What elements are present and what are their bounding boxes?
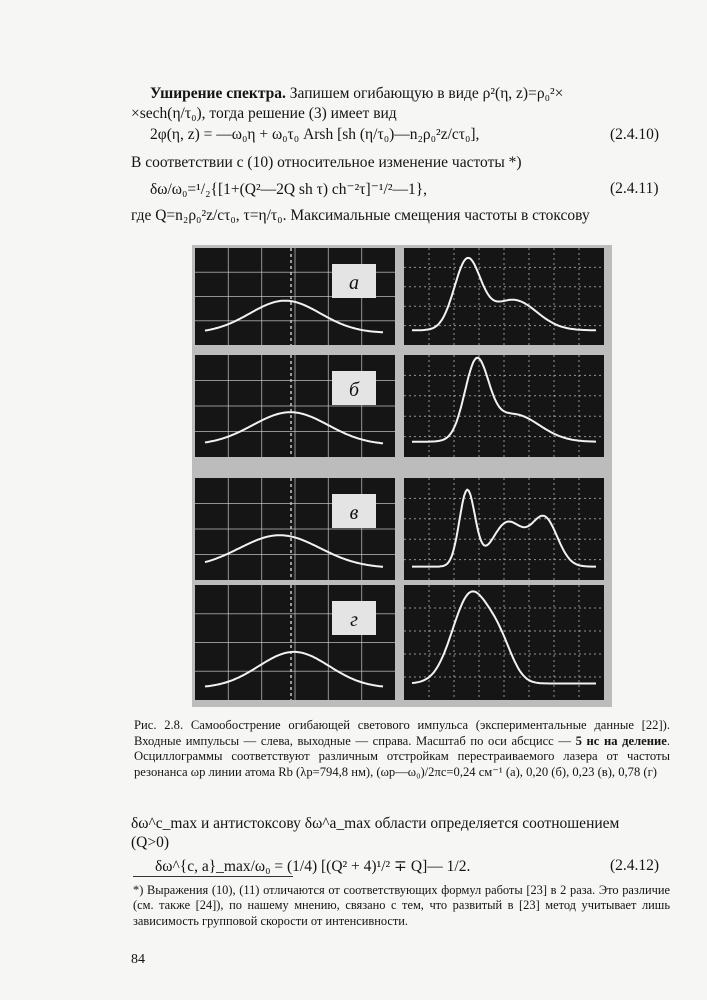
equation-number-2-4-11: (2.4.11) <box>610 180 659 197</box>
equation-2-4-10: 2φ(η, z) = —ω₀η + ω₀τ₀ Arsh [sh (η/τ₀)—n₂ρ₀²z/cτ₀], <box>150 126 480 143</box>
panel-label: а <box>349 272 359 294</box>
equation-2-4-12: δω^{c, a}_max/ω₀ = (1/4) [(Q² + 4)¹/² ∓ Q]— 1/2. <box>155 858 471 875</box>
caption-scale: 5 нс на деление <box>575 733 667 748</box>
para1-line2: ×sech(η/τ₀), тогда решение (3) имеет вид <box>131 105 397 122</box>
para1-line1 <box>150 84 563 104</box>
panel-label: г <box>350 609 358 631</box>
panel-label: в <box>349 502 359 524</box>
equation-2-4-11: δω/ω₀=¹/₂{[1+(Q²—2Q sh τ) ch⁻²τ]⁻¹/²—1}, <box>150 181 428 198</box>
caption-text-b: . Осциллограммы соответствуют различным отстройкам перестраиваемого лазера от частоты резонанса ωр линии атома Rb (λр=794,8 нм), (ωр—ω₀)/2πc=0,24 см⁻¹ (а), 0,20 (б), 0,23 (в), 0,78 (г) <box>134 733 670 779</box>
equation-number-2-4-10: (2.4.10) <box>610 126 660 143</box>
page-number: 84 <box>131 952 145 967</box>
caption-text-a: Самообострение огибающей светового импульса (экспериментальные данные [22]). Входные импульсы — слева, выходные — справа. Масштаб по оси абсцисс — <box>134 718 670 748</box>
para3: где Q=n₂ρ₀²z/cτ₀, τ=η/τ₀. Максимальные смещения частоты в стоксову <box>131 207 590 224</box>
panel-label: б <box>348 379 360 401</box>
equation-number-2-4-12: (2.4.12) <box>610 857 660 874</box>
section-title: Уширение спектра. <box>150 85 286 102</box>
caption-prefix: Рис. 2.8. <box>134 718 184 732</box>
footnote-rule <box>133 876 293 877</box>
para4-line1: δω^c_max и антистоксову δω^a_max области определяется соотношением <box>131 815 620 832</box>
para2: В соответствии с (10) относительное изменение частоты *) <box>131 154 522 171</box>
para4-line2: (Q>0) <box>131 834 170 851</box>
oscillogram-svg <box>192 245 612 707</box>
figure-caption <box>134 718 670 780</box>
para1-line1-text: Запишем огибающую в виде ρ²(η, z)=ρ₀²× <box>289 85 564 102</box>
oscillogram-figure <box>192 245 612 712</box>
output-oscillogram-screen <box>404 248 604 345</box>
footnote: *) Выражения (10), (11) отличаются от соответствующих формул работы [23] в 2 раза. Это различие (см. также [24]), по нашему мнению, связано с тем, что развитый в [23] метод учитывает лишь зависимость групповой скорости от интенсивности. <box>133 883 670 928</box>
